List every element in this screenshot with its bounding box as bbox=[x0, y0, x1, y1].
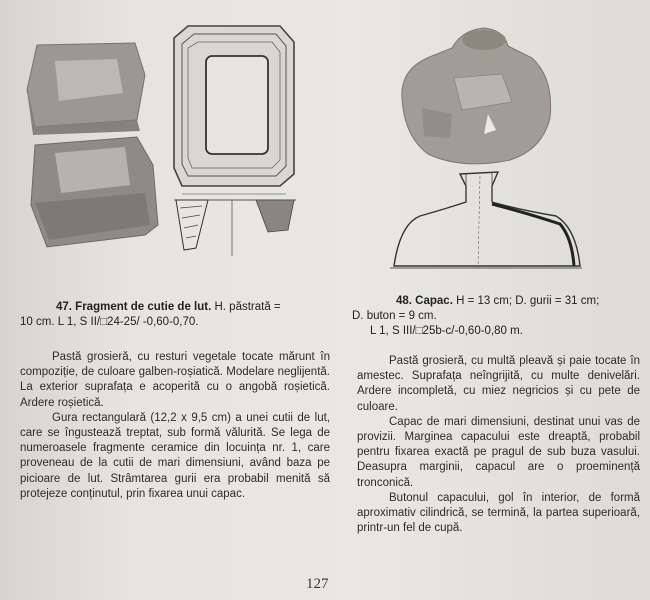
right-paragraph: Butonul capacului, gol în interior, de formă aproximativ cilindrică, se termină, la partea superioară, printr-un fel de cupă. bbox=[357, 491, 640, 535]
caption-47-line2: 10 cm. L 1, S II/□24-25/ -0,60-0,70. bbox=[20, 316, 199, 328]
caption-48-line2: D. buton = 9 cm. bbox=[352, 310, 437, 322]
figure-48-photo bbox=[392, 18, 562, 170]
caption-47-title: 47. Fragment de cutie de lut. bbox=[56, 301, 212, 313]
caption-47 bbox=[20, 300, 340, 330]
right-paragraph: Capac de mari dimensiuni, destinat unui vas de provizii. Marginea capacului este dreaptă, probabil pentru fixarea exactă pe pragul de sub buza vasului. Deasupra marginii, capacul are o proeminență tronconică. bbox=[357, 415, 640, 489]
left-column-text bbox=[20, 350, 330, 502]
caption-48 bbox=[352, 294, 642, 339]
figure-47-photos bbox=[25, 35, 165, 250]
caption-48-line3: L 1, S III/□25b-c/-0,60-0,80 m. bbox=[370, 325, 523, 337]
right-paragraph: Pastă grosieră, cu multă pleavă și paie tocate în amestec. Suprafața neîngrijită, cu multe denivelări. Ardere incompletă, cu miez negricios și cu pete de culoare. bbox=[357, 355, 640, 413]
page-number: 127 bbox=[306, 576, 329, 592]
caption-48-title: 48. Capac. bbox=[396, 295, 453, 307]
caption-48-line1: H = 13 cm; D. gurii = 31 cm; bbox=[452, 295, 600, 307]
left-paragraph: Pastă grosieră, cu resturi vegetale tocate mărunt în compoziție, de culoare galben-roșiatică. Modelare neglijentă. La exterior suprafața e acoperită cu o angobă roșietică. Ardere roșietică. bbox=[20, 351, 330, 409]
caption-47-line1: H. păstrată = bbox=[211, 301, 281, 313]
left-paragraph: Gura rectangulară (12,2 x 9,5 cm) a unei cutii de lut, care se îngustează treptat, sub formă vălurită. Se lega de numeroasele fragmente ceramice din locuința nr. 1, care proveneau de la cutii de mari dimensiuni, având baza pe picioare de lut. Strâmtarea gurii era probabil menită să protejeze conținutul, prin fixarea unui capac. bbox=[20, 411, 330, 500]
figure-48-drawing bbox=[380, 168, 590, 276]
right-column-text bbox=[357, 354, 640, 536]
figure-47-drawing bbox=[168, 18, 303, 260]
